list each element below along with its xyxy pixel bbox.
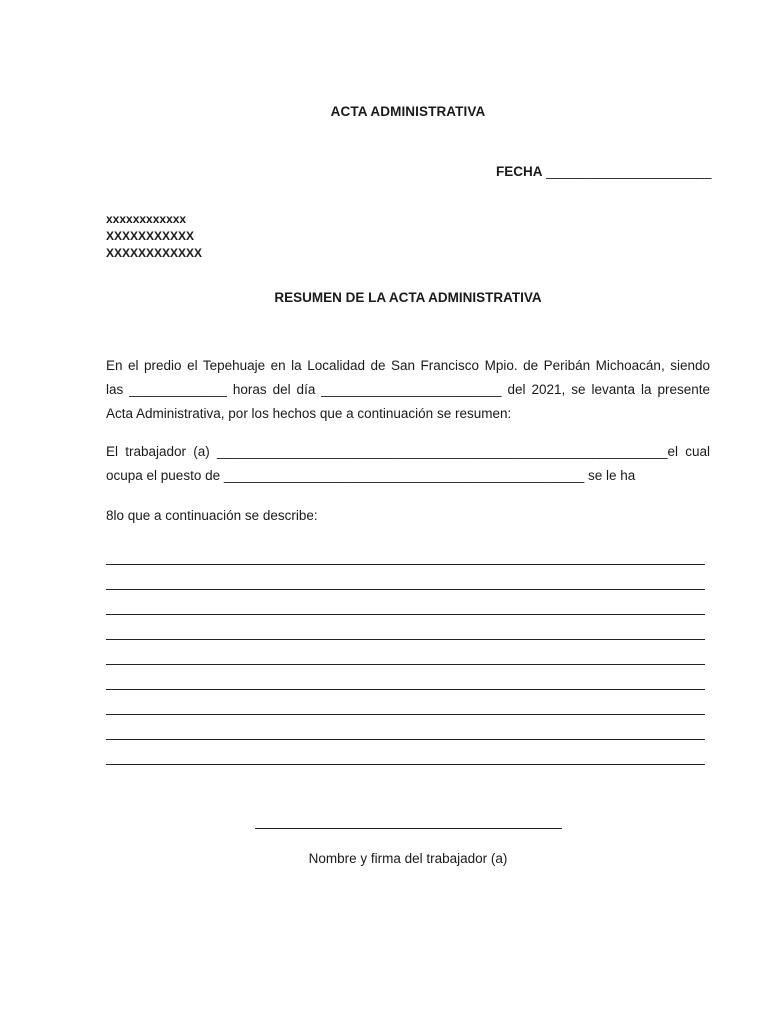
description-rule bbox=[106, 690, 705, 715]
worker-line-1: El trabajador (a) ____________________________________________________________el cual bbox=[106, 444, 710, 459]
description-rule bbox=[106, 590, 705, 615]
description-rule bbox=[106, 740, 705, 765]
worker-line-2: ocupa el puesto de ________________________________________________ se le ha bbox=[106, 468, 636, 483]
description-rule bbox=[106, 540, 705, 565]
description-intro: 8lo que a continuación se describe: bbox=[106, 508, 318, 523]
document-subtitle: RESUMEN DE LA ACTA ADMINISTRATIVA bbox=[274, 290, 542, 305]
intro-line-1: En el predio el Tepehuaje en la Localidad de San Francisco Mpio. de Peribán Michoacán, siendo bbox=[106, 358, 710, 373]
document-title: ACTA ADMINISTRATIVA bbox=[330, 104, 486, 119]
recipient-line-1: xxxxxxxxxxxx bbox=[106, 212, 187, 226]
intro-line-3: Acta Administrativa, por los hechos que a continuación se resumen: bbox=[106, 406, 512, 421]
description-rule bbox=[106, 665, 705, 690]
intro-line-2: las _____________ horas del día ________________________ del 2021, se levanta la presente bbox=[106, 382, 710, 397]
description-rule bbox=[106, 565, 705, 590]
recipient-line-2: XXXXXXXXXXX bbox=[106, 229, 195, 243]
recipient-block bbox=[106, 211, 202, 262]
signature-line bbox=[255, 828, 562, 829]
description-rule bbox=[106, 615, 705, 640]
worker-paragraph bbox=[106, 440, 710, 488]
intro-paragraph bbox=[106, 354, 710, 426]
date-field bbox=[496, 164, 711, 179]
date-blank: ______________________ bbox=[546, 164, 712, 179]
description-rule bbox=[106, 715, 705, 740]
description-lines bbox=[106, 540, 705, 765]
signature-label: Nombre y firma del trabajador (a) bbox=[308, 851, 508, 866]
date-label: FECHA bbox=[496, 164, 543, 179]
description-rule bbox=[106, 640, 705, 665]
recipient-line-3: XXXXXXXXXXXX bbox=[106, 246, 203, 260]
